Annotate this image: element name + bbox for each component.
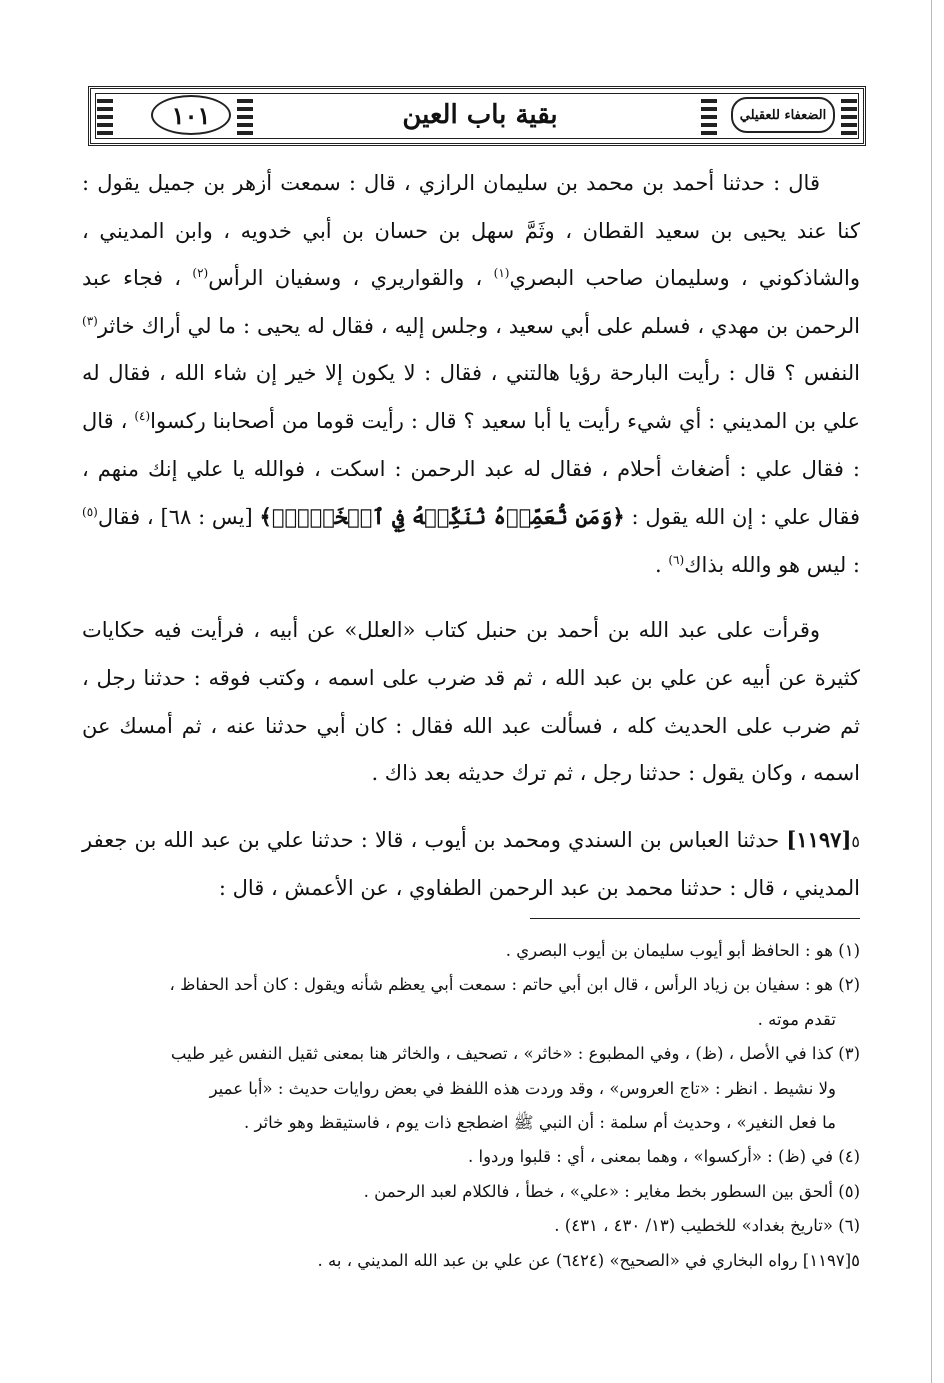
text-line: رجل ، ثم ضرب على الحديث كله ، فسألت عبد الله فقال : كان أبي حدثنا عنه ، ثم [82,665,860,738]
footnote-4: (٤) في (ظ) : «أركسوا» ، وهما بمعنى ، أي : قلبوا وردوا . [468,1147,860,1167]
quran-verse: ﴿وَمَن نُّعَمِّرۡهُ نُنَكِّسۡهُ فِي ٱلۡخَلۡقِۚ﴾ [259,504,625,530]
text-line: كثيرة عن أبيه عن علي بن عبد الله ، ثم قد ضرب على اسمه ، وكتب فوقه : حدثنا [143,665,860,690]
record-number: [١١٩٧] [786,826,852,852]
text-line: قال : حدثنا أحمد بن محمد بن سليمان الرازي ، قال : سمعت أزهر بن جميل يقول : [82,171,820,195]
footnote-1: (١) هو : الحافظ أبو أيوب سليمان بن أيوب البصري . [505,941,860,960]
text-line: أصحابنا ركسوا [150,408,275,433]
text-line: [يس : [198,505,253,530]
text-line: جعفر المديني ، قال : حدثنا محمد بن عبد الرحمن الطفاوي ، عن الأعمش ، قال : [82,827,860,901]
text-line: النفس ؟ قال : رأيت البارحة رؤيا هالتني ، فقال : لا يكون إلا خير إن [255,361,860,386]
footnote-5: (٥) ألحق بين السطور بخط مغاير : «علي» ، خطأ ، فالكلام لعبد الرحمن . [363,1181,860,1201]
footnote-3: (٣) كذا في الأصل ، (ظ) ، وفي المطبوع : «خاثر» ، تصحيف ، والخاثر هنا بمعنى ثقيل النفس غير طيب [170,1044,860,1064]
footnote-ref-6[interactable]: (٦) [668,552,685,567]
text-line: والشاذكوني ، وسليمان صاحب البصري [509,266,860,291]
text-line: ، قال : فقال علي : أضغاث أحلام ، فقال له عبد الرحمن : اسكت ، [82,408,860,481]
text-line: ، فجاء [123,266,182,291]
footnote-ref-4[interactable]: (٤) [134,408,151,423]
text-line: أمسك عن اسمه ، وكان يقول : حدثنا رجل ، ثم ترك حديثه بعد ذاك . [82,713,860,786]
page-header [88,86,866,146]
book-logo: الضعفاء للعقيلي [731,97,835,133]
text-line: كنا عند يحيى بن سعيد القطان ، وثَمَّ سهل بن حسان بن أبي خدويه ، وابن المديني ، [82,218,860,243]
footnotes [82,934,860,1278]
text-line: وقرأت على عبد الله بن أحمد بن حنبل كتاب «العلل» عن أبيه ، فرأيت فيه حكايات [82,618,820,643]
text-line: خاثر [97,313,135,338]
footnote-separator [530,918,860,919]
ornament-right-inner [701,95,717,135]
text-line: حدثنا العباس بن السندي ومحمد بن أيوب ، قالا : حدثنا علي بن عبد الله بن [134,827,780,852]
paragraph-2 [82,607,860,797]
paragraph-1 [82,160,860,589]
footnote-2: (٢) هو : سفيان بن زياد الرأس ، قال ابن أبي حاتم : سمعت أبي يعظم شأنه ويقول : كان أحد الحفاظ ، [169,975,860,995]
text-line: ، والقواريري ، وسفيان الرأس [208,266,483,291]
footnote-ref-2[interactable]: (٢) [192,266,209,281]
footnote-ref-1[interactable]: (١) [493,266,510,281]
footnote-3-cont2: ما فعل النغير» ، وحديث أم سلمة : أن النبي ﷺ اضطجع ذات يوم ، فاستيقظ وهو خاثر . [243,1113,836,1133]
text-line: : ليس هو والله بذاك [684,552,860,577]
footnote-2-cont: تقدم موته . [757,1009,836,1029]
text-line: شاء الله ، فقال له علي بن المديني : أي شيء رأيت يا أبا سعيد ؟ قال : رأيت قوما من [82,361,860,433]
footnote-6: (٦) «تاريخ بغداد» للخطيب (١٣/ ٤٣٠ ، ٤٣١) . [554,1216,860,1236]
footnote-record-1197: ٥[١١٩٧] رواه البخاري في «الصحيح» (٦٤٢٤) عن علي بن عبد الله المديني ، به . [317,1250,860,1270]
text-line: . [654,552,662,577]
footnote-ref-3[interactable]: (٣) [82,313,98,328]
ornament-left-outer [97,95,113,135]
ornament-right-outer [841,95,857,135]
main-text [82,160,860,913]
footnote-ref-5[interactable]: (٥) [82,505,98,520]
text-line: عبد الرحمن بن مهدي ، فسلم على أبي سعيد ، وجلس إليه ، فقال له يحيى : ما لي أراك [82,266,860,338]
record-marker: ٥ [851,831,860,851]
paragraph-3 [82,816,860,913]
footnote-3-cont: ولا نشيط . انظر : «تاج العروس» ، وقد وردت هذه اللفظ في بعض روايات حديث : «أبا عمير [209,1078,836,1098]
page-number: ١٠١ [151,95,231,135]
page-edge-line [931,0,932,1383]
ornament-left-inner [237,95,253,135]
text-line: فوالله يا علي إنك منهم ، فقال علي : إن الله يقول : [82,456,861,530]
text-line: ٦٨] ، فقال [97,505,192,530]
section-title: بقية باب العين [402,100,558,130]
